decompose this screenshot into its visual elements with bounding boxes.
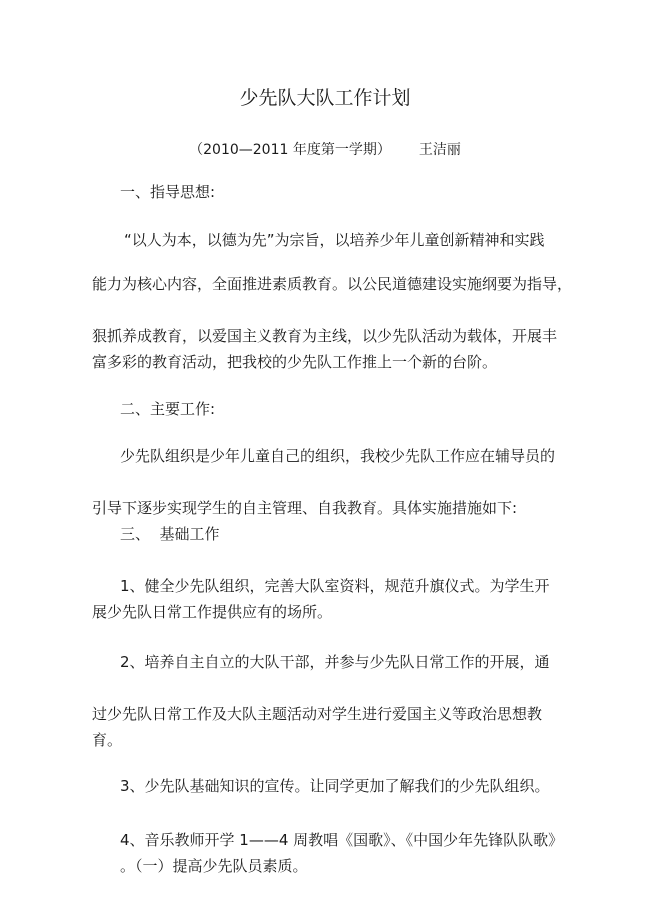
document-subtitle xyxy=(0,140,650,160)
term-label: （2010—2011 年度第一学期） xyxy=(189,142,391,158)
paragraph-line: 狠抓养成教育，以爱国主义教育为主线，以少先队活动为载体，开展丰 xyxy=(92,327,558,345)
author-name: 王洁丽 xyxy=(418,142,461,158)
paragraph-line: 2、培养自主自立的大队干部，并参与少先队日常工作的开展，通 xyxy=(120,653,550,671)
heading-main-work: 二、主要工作: xyxy=(120,400,216,418)
paragraph-line: 。（一）提高少先队员素质。 xyxy=(120,857,308,875)
paragraph-line: 3、少先队基础知识的宣传。让同学更加了解我们的少先队组织。 xyxy=(120,777,550,795)
document-title: 少先队大队工作计划 xyxy=(239,87,411,109)
paragraph-line: 育。 xyxy=(92,731,123,749)
paragraph-line: 能力为核心内容，全面推进素质教育。以公民道德建设实施纲要为指导， xyxy=(92,275,573,293)
heading-basic-work: 三、 基础工作 xyxy=(120,525,220,543)
paragraph-line: 1、健全少先队组织，完善大队室资料，规范升旗仪式。为学生开 xyxy=(120,577,550,595)
paragraph-line: 过少先队日常工作及大队主题活动对学生进行爱国主义等政治思想教 xyxy=(92,705,543,723)
paragraph-line: 4、音乐教师开学 1——4 周教唱《国歌》、《中国少年先锋队队歌》 xyxy=(120,831,564,849)
paragraph-line: 少先队组织是少年儿童自己的组织，我校少先队工作应在辅导员的 xyxy=(120,447,556,465)
heading-guiding-ideology: 一、指导思想: xyxy=(120,183,216,201)
paragraph-line: 引导下逐步实现学生的自主管理、自我教育。具体实施措施如下: xyxy=(92,499,518,517)
paragraph-line: 富多彩的教育活动，把我校的少先队工作推上一个新的台阶。 xyxy=(92,353,498,371)
paragraph-line: 展少先队日常工作提供应有的场所。 xyxy=(92,603,333,621)
paragraph-line: “以人为本，以德为先”为宗旨，以培养少年儿童创新精神和实践 xyxy=(124,231,545,249)
